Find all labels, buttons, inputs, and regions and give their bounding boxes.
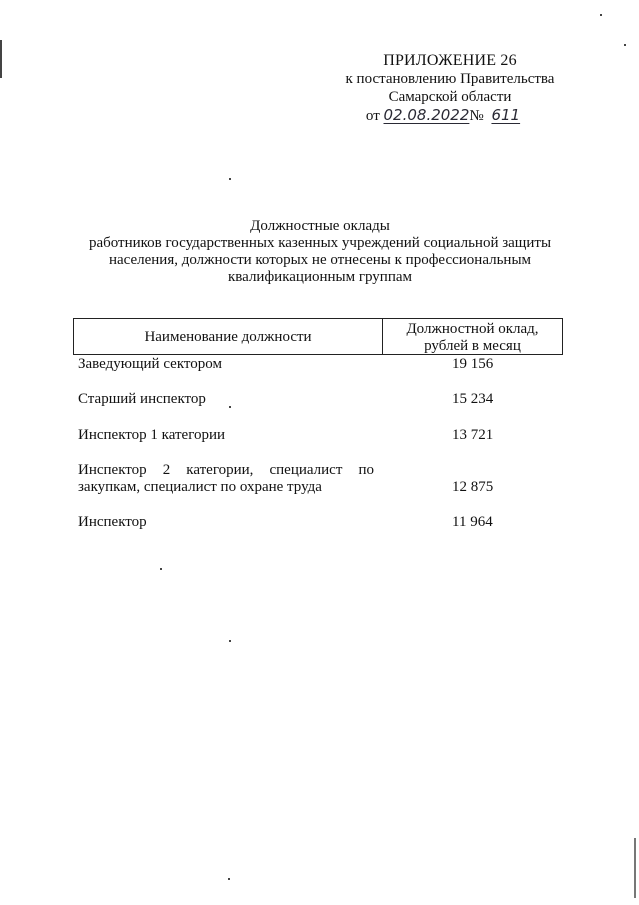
position-name: Инспектор 1 категории [78,427,226,443]
scan-dot [229,640,231,642]
column-header-salary-line-1: Должностной оклад, [406,321,539,337]
appendix-region-line: Самарской области [388,89,512,105]
salary-value: 15 234 [452,391,494,407]
scan-dot [160,568,162,570]
appendix-resolution-line: к постановлению Правительства [345,71,555,87]
table-header [73,318,563,355]
heading-line-1: Должностные оклады [250,218,390,234]
heading-line-3: населения, должности которых не отнесены к профессиональным [108,252,532,268]
scan-dot [624,44,626,46]
position-name-line-2: закупкам, специалист по охране труда [78,479,322,495]
document-heading [60,218,580,286]
column-header-salary-line-2: рублей в месяц [424,338,521,354]
position-name: Заведующий сектором [78,356,222,372]
scan-dot [600,14,602,16]
salary-value: 12 875 [452,479,494,495]
number-prefix: № [469,108,484,124]
salary-value: 13 721 [452,427,494,443]
handwritten-date: 02.08.2022 [383,106,470,124]
column-header-salary [383,319,562,354]
appendix-date-line [320,106,580,125]
heading-line-4: квалификационным группам [227,269,413,285]
position-name: Инспектор [78,514,147,530]
handwritten-number: 611 [491,106,521,124]
scan-edge-mark [0,40,2,78]
scan-dot [229,178,231,180]
appendix-block [320,52,580,125]
salary-value: 19 156 [452,356,494,372]
salary-value: 11 964 [452,514,493,530]
appendix-title: ПРИЛОЖЕНИЕ 26 [383,52,517,69]
scan-dot [228,878,230,880]
column-header-position: Наименование должности [74,319,383,354]
position-name [78,462,374,496]
scan-edge-mark [634,838,636,898]
date-prefix: от [365,108,380,124]
heading-line-2: работников государственных казенных учреждений социальной защиты [88,235,552,251]
position-name: Старший инспектор [78,391,206,407]
position-name-line-1: Инспектор 2 категории, специалист по [78,462,374,478]
